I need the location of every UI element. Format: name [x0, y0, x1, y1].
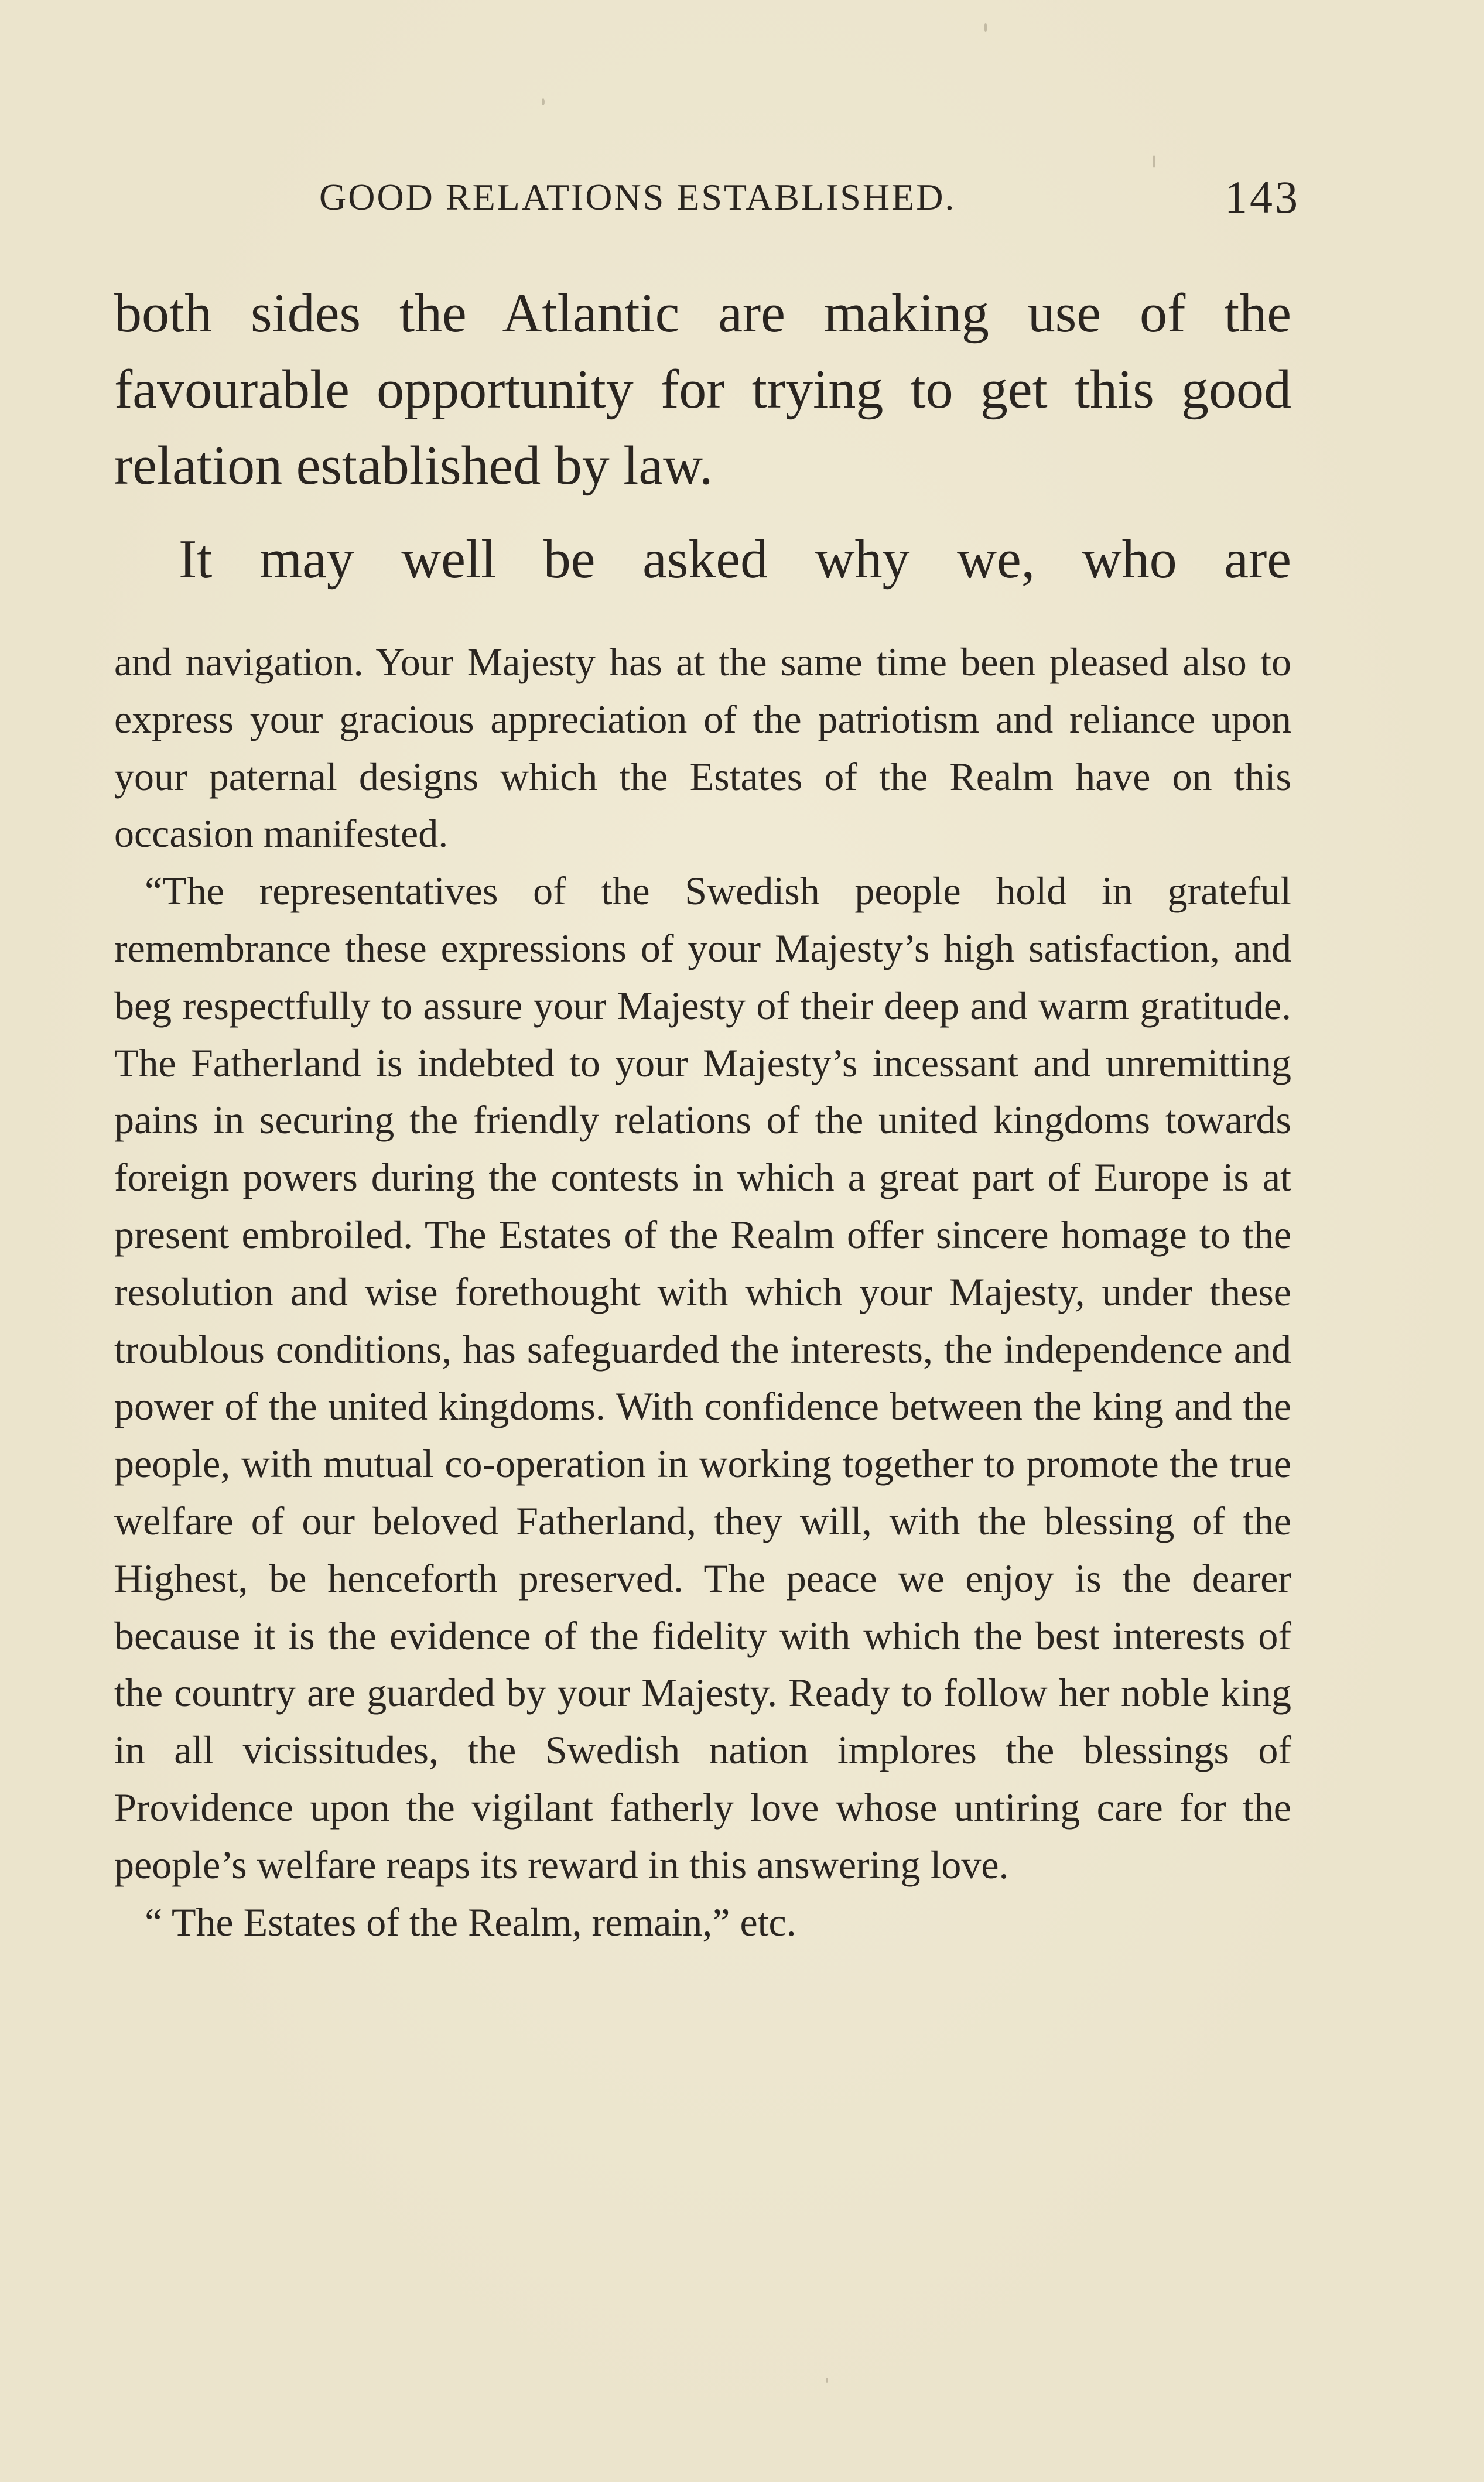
page-number: 143 [1225, 172, 1300, 223]
running-head [319, 171, 1300, 224]
paper-speck [984, 23, 987, 32]
paper-speck [542, 98, 545, 105]
large-type-passage [114, 275, 1291, 597]
large-paragraph-continued: both sides the Atlantic are making use of the favourable opportunity for trying to get this good relation established by law. [114, 283, 1291, 496]
closing-line: “ The Estates of the Realm, remain,” etc. [145, 1899, 796, 1944]
large-paragraph-fragment: It may well be asked why we, who are [179, 529, 1291, 590]
small-paragraph-continued: and navigation. Your Majesty has at the same time been pleased also to express your gracious appreciation of the patriotism and reliance upon your paternal designs which the Estates of the Realm have on this occasion manifested. [114, 640, 1291, 856]
small-type-passage [114, 634, 1291, 1951]
address-paragraph: “The representatives of the Swedish people hold in grateful remembrance these expressions of your Majesty’s high satisfaction, and beg respectfully to assure your Majesty of their deep and warm gratitude. The Fatherland is indebted to your Majesty’s incessant and unremitting pains in securing the friendly relations of the united kingdoms towards foreign powers during the contests in which a great part of Europe is at present embroiled. The Estates of the Realm offer sincere homage to the resolution and wise forethought with which your Majesty, under these troublous conditions, has safeguarded the interests, the independence and power of the united kingdoms. With confidence between the king and the people, with mutual co-operation in working together to promote the true welfare of our beloved Fatherland, they will, with the blessing of the Highest, be henceforth preserved. The peace we enjoy is the dearer because it is the evidence of the fidelity with which the best interests of the country are guarded by your Majesty. Ready to follow her noble king in all vicissitudes, the Swedish nation implores the blessings of Providence upon the vigilant fatherly love whose untiring care for the people’s welfare reaps its reward in this answering love. [114, 869, 1291, 1887]
paper-speck [826, 2378, 828, 2383]
paper-speck [1153, 155, 1155, 168]
running-title: GOOD RELATIONS ESTABLISHED. [319, 176, 956, 218]
